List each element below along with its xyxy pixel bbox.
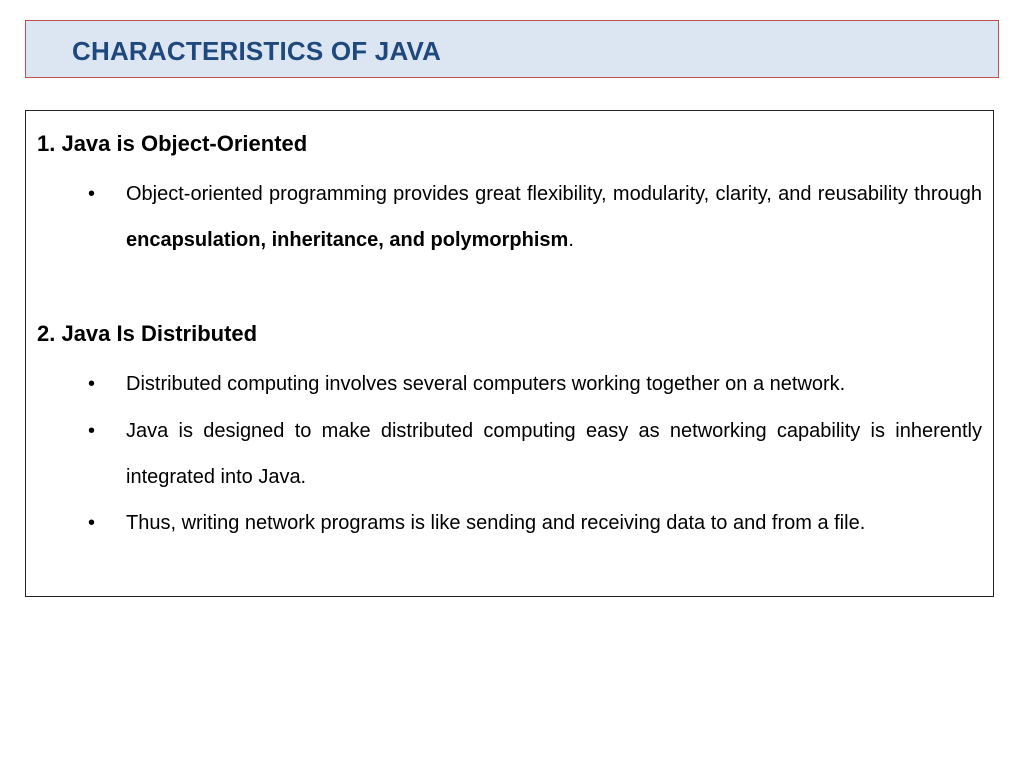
content-box xyxy=(25,110,994,597)
bullet-marker: • xyxy=(88,183,96,205)
bullet-text-distributed-2: Java is designed to make distributed computing easy as networking capability is inherently integrated into Java. xyxy=(126,420,982,488)
bullet-text-oop-plain: Object-oriented programming provides great flexibility, modularity, clarity, and reusability through xyxy=(126,183,982,205)
slide-title: CHARACTERISTICS OF JAVA xyxy=(72,36,442,66)
section-heading-distributed: 2. Java Is Distributed xyxy=(37,321,258,346)
bullet-text-distributed-1: Distributed computing involves several computers working together on a network. xyxy=(126,373,846,395)
section-heading-object-oriented: 1. Java is Object-Oriented xyxy=(37,131,308,156)
bullet-text-oop-end: . xyxy=(568,229,574,251)
bullet-marker: • xyxy=(88,373,96,395)
bullet-text-oop xyxy=(126,171,982,263)
title-bar xyxy=(25,20,999,78)
bullet-marker: • xyxy=(88,512,96,534)
bullet-text-oop-bold: encapsulation, inheritance, and polymorphism xyxy=(126,229,569,251)
bullet-marker: • xyxy=(88,420,96,442)
bullet-text-distributed-3: Thus, writing network programs is like sending and receiving data to and from a file. xyxy=(126,512,866,534)
